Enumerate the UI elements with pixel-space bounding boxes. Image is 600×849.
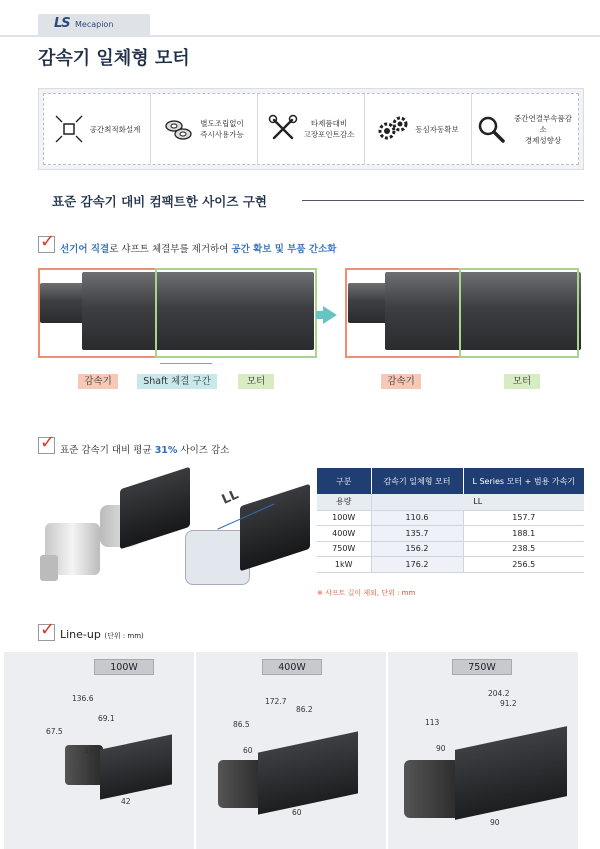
checkbox-icon: ✓ xyxy=(40,432,56,453)
table-cell: 256.5 xyxy=(463,557,584,573)
point-1-highlight: 선기어 직결 xyxy=(60,244,110,255)
point-2-text: 표준 감속기 대비 평균 xyxy=(60,445,155,456)
motor-label-right: 모터 xyxy=(504,374,540,389)
feature-label: 타제품대비 고장포인트감소 xyxy=(303,119,355,139)
table-cell: 100W xyxy=(317,510,371,526)
table-cell: 110.6 xyxy=(371,510,463,526)
section-rule xyxy=(302,200,584,201)
table-cell: 400W xyxy=(317,526,371,542)
point-1-heading xyxy=(60,241,336,255)
table-cell: 188.1 xyxy=(463,526,584,542)
size-comparison-table xyxy=(317,468,584,573)
dim-total: 136.6 xyxy=(72,694,94,703)
point-2-text-2: 사이즈 감소 xyxy=(177,445,230,456)
dim-b: 91.2 xyxy=(500,699,517,708)
dim-side: 60 xyxy=(292,808,302,817)
magnifier-icon xyxy=(476,114,506,144)
dim-b: 86.2 xyxy=(296,705,313,714)
motor-drawing xyxy=(404,760,460,818)
table-cell: 1kW xyxy=(317,557,371,573)
motor-drawing xyxy=(218,760,263,808)
feature-item xyxy=(151,94,258,164)
page-title: 감속기 일체형 모터 xyxy=(38,48,190,69)
motor-frame-left xyxy=(155,268,317,358)
panel-model-label: 100W xyxy=(94,659,154,675)
table-header-row xyxy=(317,468,584,494)
table-cell: 176.2 xyxy=(371,557,463,573)
checkbox-icon: ✓ xyxy=(40,231,56,252)
table-cell: 용량 xyxy=(317,494,371,510)
table-row xyxy=(317,557,584,573)
table-cell: 135.7 xyxy=(371,526,463,542)
feature-strip-inner xyxy=(43,93,579,165)
feature-label: 중간연결부속품감소 경제성향상 xyxy=(514,113,572,145)
table-cell: 750W xyxy=(317,541,371,557)
shaft-span-arrow xyxy=(160,363,212,364)
panel-model-label: 400W xyxy=(262,659,322,675)
dim-flange: 42 xyxy=(84,747,94,756)
dim-flange: 60 xyxy=(243,746,253,755)
lineup-heading xyxy=(60,628,144,641)
table-header: 감속기 일체형 모터 xyxy=(371,468,463,494)
feature-item xyxy=(365,94,472,164)
table-note: ※ 샤프트 길이 제외, 단위 : mm xyxy=(317,589,416,597)
dim-side: 42 xyxy=(121,797,131,806)
point-2-highlight: 31% xyxy=(154,445,178,456)
shaft-label: Shaft 체결 구간 xyxy=(137,374,217,389)
compact-design-icon xyxy=(54,114,84,144)
dim-total: 204.2 xyxy=(488,689,510,698)
table-row xyxy=(317,526,584,542)
header-divider xyxy=(0,35,600,37)
point-2-heading xyxy=(60,442,229,456)
bolt-nut-icon xyxy=(164,114,194,144)
reducer-shaft-image xyxy=(40,555,58,581)
feature-label: 별도조립없이 즉시사용가능 xyxy=(200,119,244,139)
panel-model-label: 750W xyxy=(452,659,512,675)
table-cell: 157.7 xyxy=(463,510,584,526)
table-header: L Series 모터 + 범용 가속기 xyxy=(463,468,584,494)
transition-arrow-icon xyxy=(323,306,337,324)
reducer-label-left: 감속기 xyxy=(78,374,118,389)
point-1-text: 로 샤프트 체결부를 제거하여 xyxy=(109,244,232,255)
feature-item xyxy=(258,94,365,164)
feature-label: 공간최적화설계 xyxy=(89,124,141,134)
reducer-frame-right xyxy=(345,268,461,358)
motor-label-left: 모터 xyxy=(238,374,274,389)
dim-b: 69.1 xyxy=(98,714,115,723)
feature-item xyxy=(44,94,151,164)
lineup-title: Line-up xyxy=(60,628,101,641)
motor-frame-right xyxy=(459,268,579,358)
feature-label: 동심자동확보 xyxy=(415,124,459,134)
dim-a: 86.5 xyxy=(233,720,250,729)
table-cell: 238.5 xyxy=(463,541,584,557)
dim-a: 113 xyxy=(425,718,440,727)
dim-total: 172.7 xyxy=(265,697,287,706)
tools-icon xyxy=(268,114,298,144)
ll-dimension-label: LL xyxy=(219,487,241,508)
checkbox-icon: ✓ xyxy=(40,619,56,640)
integrated-motor-image xyxy=(240,484,310,572)
table-row xyxy=(317,510,584,526)
brand-logo: LS xyxy=(54,16,70,31)
section-title: 표준 감속기 대비 컴팩트한 사이즈 구현 xyxy=(52,194,267,209)
table-row xyxy=(317,541,584,557)
feature-strip xyxy=(38,88,584,170)
reducer-frame-left xyxy=(38,268,157,358)
table-header: 구분 xyxy=(317,468,371,494)
reducer-label-right: 감속기 xyxy=(381,374,421,389)
servo-motor-image xyxy=(120,467,190,550)
table-cell: 156.2 xyxy=(371,541,463,557)
brand-name: Mecapion xyxy=(75,20,114,29)
point-1-highlight-2: 공간 확보 및 부품 간소화 xyxy=(231,244,337,255)
table-unit-row xyxy=(317,494,584,510)
feature-item xyxy=(472,94,578,164)
gears-icon xyxy=(377,114,409,144)
dim-a: 67.5 xyxy=(46,727,63,736)
table-cell: LL xyxy=(371,494,584,510)
dim-flange: 90 xyxy=(436,744,446,753)
lineup-unit: (단위 : mm) xyxy=(104,632,144,640)
dim-side: 90 xyxy=(490,818,500,827)
